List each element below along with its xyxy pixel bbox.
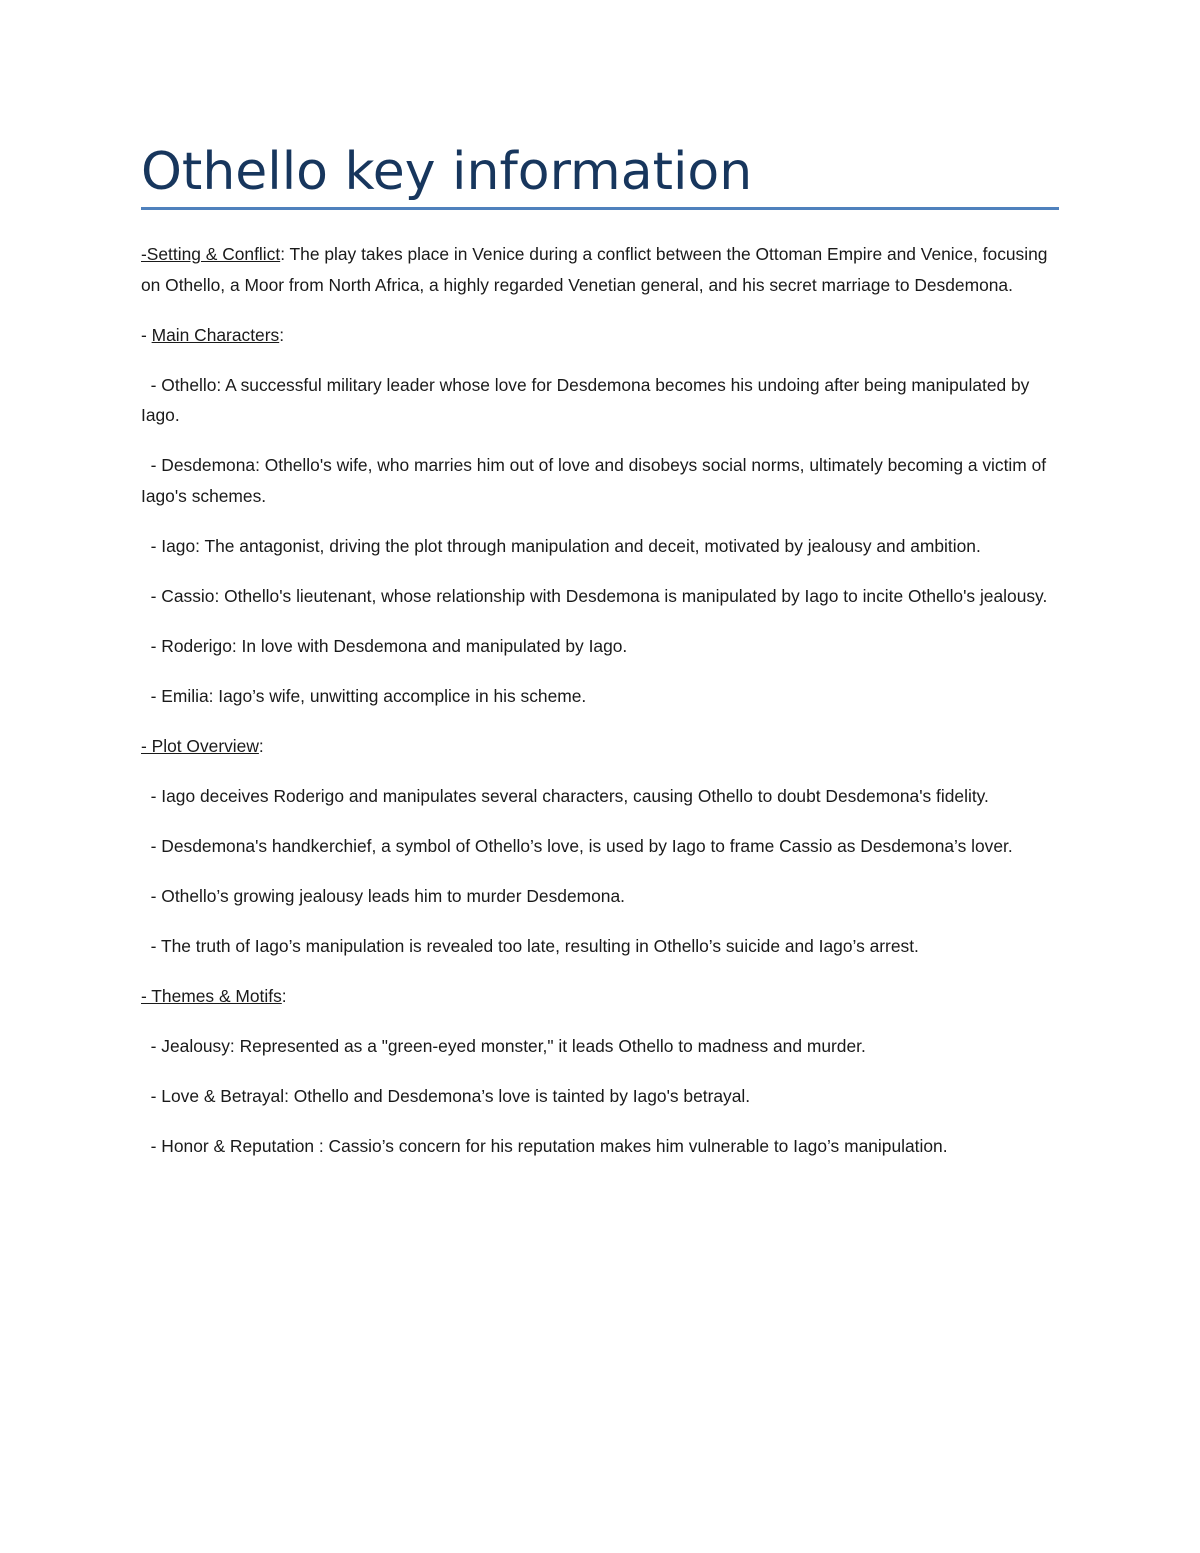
section-label-themes-motifs: - Themes & Motifs xyxy=(141,985,282,1006)
label-colon: : xyxy=(279,324,285,345)
plot-point-1: - Iago deceives Roderigo and manipulates several characters, causing Othello to doubt Desdemona's fidelity. xyxy=(141,785,989,806)
paragraph-setting-conflict xyxy=(141,239,1059,300)
character-othello: - Othello: A successful military leader whose love for Desdemona becomes his undoing after being manipulated by Iago. xyxy=(141,374,1035,425)
theme-love-betrayal: - Love & Betrayal: Othello and Desdemona’s love is tainted by Iago's betrayal. xyxy=(141,1085,751,1106)
label-colon: : xyxy=(280,244,286,264)
character-iago: - Iago: The antagonist, driving the plot through manipulation and deceit, motivated by jealousy and ambition. xyxy=(141,535,981,556)
label-colon: : xyxy=(258,735,264,756)
document-title: Othello key information xyxy=(141,142,753,202)
plot-point-3: - Othello’s growing jealousy leads him to murder Desdemona. xyxy=(141,885,625,906)
plot-point-4: - The truth of Iago’s manipulation is revealed too late, resulting in Othello’s suicide and Iago’s arrest. xyxy=(141,935,919,956)
character-cassio: - Cassio: Othello's lieutenant, whose relationship with Desdemona is manipulated by Iago to incite Othello's jealousy. xyxy=(141,585,1048,606)
section-label-setting-conflict: -Setting & Conflict xyxy=(141,244,281,264)
theme-jealousy: - Jealousy: Represented as a "green-eyed monster," it leads Othello to madness and murder. xyxy=(141,1035,866,1056)
section-label-main-characters: Main Characters xyxy=(151,324,280,345)
title-underline-rule xyxy=(141,207,1059,210)
document-body xyxy=(141,239,1059,1181)
heading-prefix: - xyxy=(141,324,152,345)
heading-themes-motifs xyxy=(141,981,1059,1012)
character-desdemona: - Desdemona: Othello's wife, who marries him out of love and disobeys social norms, ultimately becoming a victim of Iago's schemes. xyxy=(141,455,1051,506)
paragraph-text: The play takes place in Venice during a conflict between the Ottoman Empire and Venice, focusing on Othello, a Moor from North Africa, a highly regarded Venetian general, and his secret marriage to Desdemona. xyxy=(141,244,1048,295)
character-emilia: - Emilia: Iago’s wife, unwitting accomplice in his scheme. xyxy=(141,685,587,706)
heading-plot-overview xyxy=(141,731,1059,762)
section-label-plot-overview: - Plot Overview xyxy=(141,735,259,756)
character-roderigo: - Roderigo: In love with Desdemona and manipulated by Iago. xyxy=(141,635,628,656)
theme-honor-reputation: - Honor & Reputation : Cassio’s concern for his reputation makes him vulnerable to Iago’s manipulation. xyxy=(141,1135,948,1156)
plot-point-2: - Desdemona's handkerchief, a symbol of Othello’s love, is used by Iago to frame Cassio as Desdemona’s lover. xyxy=(141,835,1013,856)
label-colon: : xyxy=(281,985,287,1006)
heading-main-characters xyxy=(141,320,1059,351)
